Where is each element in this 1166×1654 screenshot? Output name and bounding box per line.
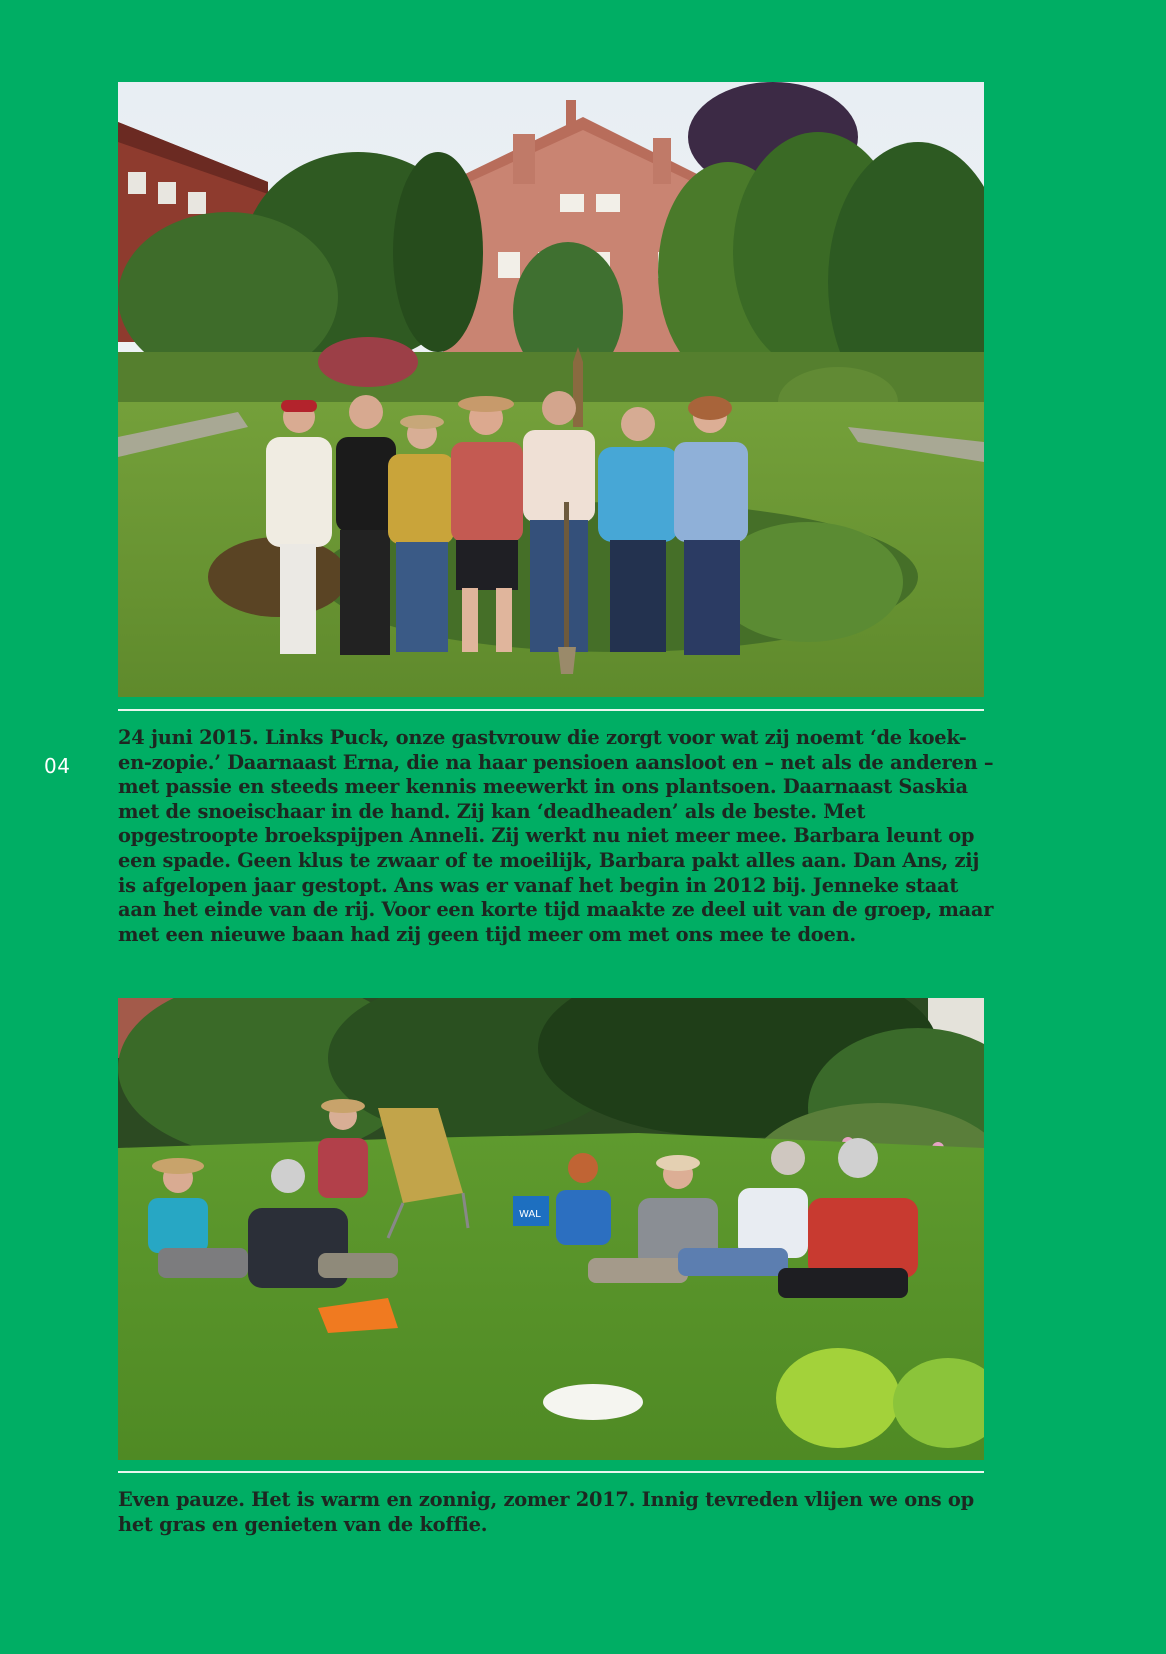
photo-caption-2015: 24 juni 2015. Links Puck, onze gastvrouw die zorgt voor wat zij noemt ‘de koek-en-zopie.’ Daarnaast Erna, die na haar pensioen aansloot en – net als de anderen – met passie en steeds meer kennis meewerkt in ons plantsoen. Daarnaast Saskia met de snoeischaar in de hand. Zij kan ‘deadheaden’ als de beste. Met opgestroopte broekspijpen Anneli. Zij werkt nu niet meer mee. Barbara leunt op een spade. Geen klus te zwaar of te moeilijk, Barbara pakt alles aan. Dan Ans, zij is afgelopen jaar gestopt. Ans was er vanaf het begin in 2012 bij. Jenneke staat aan het einde van de rij. Voor een korte tijd maakte ze deel uit van de groep, maar met een nieuwe baan had zij geen tijd meer om met ons mee te doen. [118,726,994,946]
coffee-break-photo-2017-image [118,998,984,1460]
photo-caption-2017: Even pauze. Het is warm en zonnig, zomer 2017. Innig tevreden vlijen we ons op het gras en genieten van de koffie. [118,1488,974,1536]
group-photo-2015-image [118,82,984,697]
group-photo-2015 [118,82,984,697]
bucket-label: WAL [519,1209,541,1220]
caption-divider-2 [118,1471,984,1473]
page-number: 04 [44,754,71,778]
caption-divider-1 [118,709,984,711]
coffee-break-photo-2017 [118,998,984,1460]
